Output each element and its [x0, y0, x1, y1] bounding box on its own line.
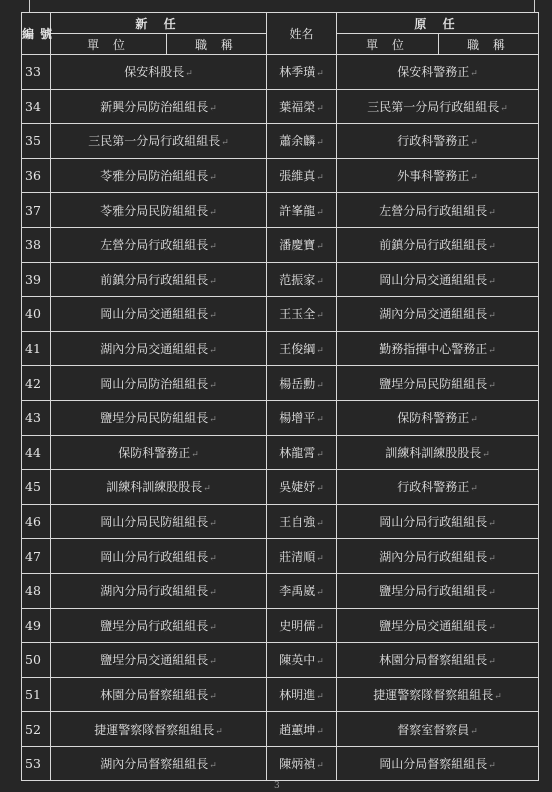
new-post-cell: [51, 712, 267, 747]
new-post-cell: [51, 573, 267, 608]
row-number-text: 52: [25, 721, 41, 737]
new-post-cell: [51, 158, 267, 193]
new-post-cell-text: 捷運警察隊督察組組長: [94, 722, 215, 737]
table-row: [22, 608, 539, 643]
name-cell: [267, 366, 337, 401]
paragraph-mark-icon: ↵: [488, 346, 496, 357]
name-cell: [267, 89, 337, 124]
paragraph-mark-icon: ↵: [191, 449, 199, 460]
paragraph-mark-icon: ↵: [316, 311, 324, 322]
name-cell-text: 王玉全: [279, 307, 316, 322]
new-post-cell: [51, 366, 267, 401]
row-number-text: 33: [25, 64, 41, 80]
paragraph-mark-icon: ↵: [488, 657, 496, 668]
paragraph-mark-icon: ↵: [209, 173, 217, 184]
paragraph-mark-icon: ↵: [209, 311, 217, 322]
new-post-cell-text: 保安科股長: [124, 65, 185, 80]
paragraph-mark-icon: ↵: [488, 622, 496, 633]
paragraph-mark-icon: ↵: [316, 138, 324, 149]
name-cell: [267, 435, 337, 470]
old-post-cell: [337, 643, 539, 678]
paragraph-mark-icon: ↵: [209, 657, 217, 668]
new-post-cell: [51, 400, 267, 435]
name-cell-text: 吳婕妤: [279, 480, 316, 495]
paragraph-mark-icon: ↵: [316, 276, 324, 287]
old-post-cell: [337, 262, 539, 297]
paragraph-mark-icon: ↵: [209, 588, 217, 599]
name-cell: [267, 262, 337, 297]
paragraph-mark-icon: ↵: [316, 173, 324, 184]
row-number: [22, 158, 51, 193]
paragraph-mark-icon: ↵: [316, 622, 324, 633]
row-number-text: 41: [25, 341, 41, 357]
paragraph-mark-icon: ↵: [488, 588, 496, 599]
page-border-right: [534, 0, 535, 12]
old-post-cell-text: 湖內分局行政組組長: [379, 549, 488, 564]
paragraph-mark-icon: ↵: [494, 691, 502, 702]
row-number-text: 50: [25, 652, 41, 668]
paragraph-mark-icon: ↵: [209, 761, 217, 772]
new-post-cell: [51, 608, 267, 643]
old-post-cell-text: 三民第一分局行政組組長: [367, 99, 500, 114]
paragraph-mark-icon: ↵: [316, 207, 324, 218]
row-number-text: 42: [25, 375, 41, 391]
old-post-cell-text: 岡山分局督察組組長: [379, 757, 488, 772]
table-row: [22, 539, 539, 574]
old-post-cell: [337, 608, 539, 643]
row-number-text: 37: [25, 202, 41, 218]
row-number: [22, 643, 51, 678]
number-header: 編號: [22, 13, 51, 55]
name-cell-text: 陳英中: [279, 653, 316, 668]
row-number: [22, 677, 51, 712]
new-post-cell-text: 岡山分局民防組組長: [100, 515, 209, 530]
row-number: [22, 400, 51, 435]
paragraph-mark-icon: ↵: [203, 484, 211, 495]
name-cell-text: 林季璜: [279, 65, 316, 80]
paragraph-mark-icon: ↵: [209, 346, 217, 357]
name-cell-text: 許峯龍: [279, 203, 316, 218]
paragraph-mark-icon: ↵: [316, 484, 324, 495]
table-row: [22, 677, 539, 712]
name-cell: [267, 504, 337, 539]
name-cell: [267, 331, 337, 366]
row-number: [22, 504, 51, 539]
paragraph-mark-icon: ↵: [482, 449, 490, 460]
paragraph-mark-icon: ↵: [209, 415, 217, 426]
name-cell-text: 王俊綱: [279, 342, 316, 357]
old-title-header: 職 稱: [439, 34, 539, 55]
row-number: [22, 297, 51, 332]
old-post-cell: [337, 573, 539, 608]
paragraph-mark-icon: ↵: [209, 553, 217, 564]
old-post-cell: [337, 331, 539, 366]
table-row: [22, 158, 539, 193]
paragraph-mark-icon: ↵: [209, 519, 217, 530]
page-number: 3: [274, 781, 280, 791]
old-unit-header: 單 位: [337, 34, 439, 55]
old-post-cell: [337, 746, 539, 781]
new-post-cell: [51, 124, 267, 159]
old-post-cell: [337, 435, 539, 470]
table-row: [22, 262, 539, 297]
row-number: [22, 193, 51, 228]
new-post-cell: [51, 539, 267, 574]
old-post-cell-text: 林園分局督察組組長: [379, 653, 488, 668]
old-post-cell-text: 鹽埕分局交通組組長: [379, 618, 488, 633]
new-post-cell: [51, 262, 267, 297]
paragraph-mark-icon: ↵: [316, 103, 324, 114]
new-post-cell: [51, 504, 267, 539]
row-number: [22, 124, 51, 159]
new-post-cell-text: 前鎮分局行政組組長: [100, 272, 209, 287]
old-post-cell-text: 鹽埕分局民防組組長: [379, 376, 488, 391]
new-post-cell: [51, 193, 267, 228]
old-post-cell-text: 岡山分局交通組組長: [379, 272, 488, 287]
name-cell-text: 楊增平: [279, 411, 316, 426]
name-cell-text: 莊清順: [279, 549, 316, 564]
new-post-cell: [51, 677, 267, 712]
old-post-cell-text: 外事科警務正: [397, 169, 470, 184]
name-cell-text: 王自強: [279, 515, 316, 530]
row-number: [22, 89, 51, 124]
old-post-cell-text: 勤務指揮中心警務正: [379, 342, 488, 357]
paragraph-mark-icon: ↵: [316, 415, 324, 426]
row-number: [22, 227, 51, 262]
row-number: [22, 262, 51, 297]
paragraph-mark-icon: ↵: [215, 726, 223, 737]
name-cell-text: 李禹崴: [279, 584, 316, 599]
new-post-cell-text: 岡山分局防治組組長: [100, 376, 209, 391]
table-body: [22, 55, 539, 781]
name-cell: [267, 643, 337, 678]
old-post-cell-text: 保安科警務正: [397, 65, 470, 80]
page-border-left: [29, 0, 30, 12]
old-post-cell: [337, 470, 539, 505]
name-cell-text: 張維真: [279, 169, 316, 184]
old-post-cell: [337, 539, 539, 574]
new-post-cell: [51, 227, 267, 262]
name-cell: [267, 677, 337, 712]
new-post-cell-text: 三民第一分局行政組組長: [88, 134, 221, 149]
table-row: [22, 712, 539, 747]
name-cell: [267, 539, 337, 574]
table-row: [22, 227, 539, 262]
old-post-cell: [337, 89, 539, 124]
old-post-cell: [337, 504, 539, 539]
name-cell: [267, 124, 337, 159]
name-cell-text: 范振家: [279, 272, 316, 287]
name-cell-text: 潘慶寶: [279, 238, 316, 253]
name-cell-text: 林龍霄: [279, 445, 316, 460]
row-number-text: 40: [25, 306, 41, 322]
row-number: [22, 470, 51, 505]
new-post-cell-text: 林園分局督察組組長: [100, 687, 209, 702]
name-cell: [267, 193, 337, 228]
old-post-cell-text: 督察室督察員: [397, 722, 470, 737]
paragraph-mark-icon: ↵: [316, 449, 324, 460]
row-number: [22, 55, 51, 90]
old-post-cell-text: 訓練科訓練股股長: [385, 445, 482, 460]
table-row: [22, 297, 539, 332]
table-row: [22, 435, 539, 470]
name-cell: [267, 158, 337, 193]
name-cell: [267, 608, 337, 643]
header-row-1: [22, 13, 539, 34]
paragraph-mark-icon: ↵: [209, 622, 217, 633]
row-number-text: 51: [25, 686, 41, 702]
name-cell: [267, 400, 337, 435]
name-cell: [267, 746, 337, 781]
name-cell: [267, 297, 337, 332]
paragraph-mark-icon: ↵: [470, 484, 478, 495]
new-post-cell-text: 鹽埕分局民防組組長: [100, 411, 209, 426]
row-number-text: 45: [25, 479, 41, 495]
old-post-cell: [337, 297, 539, 332]
table-row: [22, 746, 539, 781]
name-cell-text: 陳炳禎: [279, 757, 316, 772]
paragraph-mark-icon: ↵: [488, 761, 496, 772]
new-post-cell-text: 苓雅分局防治組組長: [100, 169, 209, 184]
name-cell: [267, 712, 337, 747]
paragraph-mark-icon: ↵: [185, 69, 193, 80]
old-post-cell: [337, 124, 539, 159]
table-row: [22, 124, 539, 159]
new-title-header: 職 稱: [167, 34, 267, 55]
new-unit-header: 單 位: [51, 34, 167, 55]
paragraph-mark-icon: ↵: [488, 311, 496, 322]
table-row: [22, 573, 539, 608]
new-post-cell-text: 湖內分局督察組組長: [100, 757, 209, 772]
paragraph-mark-icon: ↵: [316, 69, 324, 80]
paragraph-mark-icon: ↵: [488, 242, 496, 253]
row-number-text: 53: [25, 756, 41, 772]
paragraph-mark-icon: ↵: [209, 276, 217, 287]
row-number: [22, 366, 51, 401]
new-post-cell-text: 湖內分局行政組組長: [100, 584, 209, 599]
name-cell-text: 趙蕙坤: [279, 722, 316, 737]
paragraph-mark-icon: ↵: [209, 380, 217, 391]
row-number-text: 44: [25, 444, 41, 460]
new-post-cell: [51, 643, 267, 678]
old-post-cell: [337, 677, 539, 712]
new-post-cell-text: 鹽埕分局交通組組長: [100, 653, 209, 668]
old-post-cell: [337, 55, 539, 90]
new-post-header: 新 任: [51, 13, 267, 34]
paragraph-mark-icon: ↵: [209, 103, 217, 114]
old-post-cell: [337, 366, 539, 401]
row-number-text: 43: [25, 410, 41, 426]
new-post-cell-text: 左營分局行政組組長: [100, 238, 209, 253]
paragraph-mark-icon: ↵: [316, 519, 324, 530]
paragraph-mark-icon: ↵: [209, 207, 217, 218]
row-number-text: 49: [25, 617, 41, 633]
new-post-cell: [51, 297, 267, 332]
paragraph-mark-icon: ↵: [470, 138, 478, 149]
old-post-cell-text: 左營分局行政組組長: [379, 203, 488, 218]
old-post-header: 原 任: [337, 13, 539, 34]
row-number-text: 47: [25, 548, 41, 564]
paragraph-mark-icon: ↵: [316, 588, 324, 599]
row-number: [22, 573, 51, 608]
row-number-text: 36: [25, 168, 41, 184]
old-post-cell-text: 捷運警察隊督察組組長: [373, 687, 494, 702]
new-post-cell-text: 苓雅分局民防組組長: [100, 203, 209, 218]
old-post-cell: [337, 227, 539, 262]
paragraph-mark-icon: ↵: [470, 415, 478, 426]
paragraph-mark-icon: ↵: [470, 69, 478, 80]
table-row: [22, 470, 539, 505]
paragraph-mark-icon: ↵: [488, 207, 496, 218]
paragraph-mark-icon: ↵: [470, 173, 478, 184]
paragraph-mark-icon: ↵: [209, 242, 217, 253]
row-number-text: 35: [25, 133, 41, 149]
name-cell-text: 楊岳勳: [279, 376, 316, 391]
old-post-cell-text: 岡山分局行政組組長: [379, 515, 488, 530]
name-cell-text: 蕭余麟: [279, 134, 316, 149]
row-number-text: 46: [25, 514, 41, 530]
old-post-cell: [337, 712, 539, 747]
old-post-cell-text: 保防科警務正: [397, 411, 470, 426]
name-header: 姓名: [267, 13, 337, 55]
paragraph-mark-icon: ↵: [316, 761, 324, 772]
table-row: [22, 643, 539, 678]
table-row: [22, 193, 539, 228]
paragraph-mark-icon: ↵: [316, 553, 324, 564]
paragraph-mark-icon: ↵: [316, 691, 324, 702]
paragraph-mark-icon: ↵: [316, 726, 324, 737]
table-row: [22, 55, 539, 90]
table-row: [22, 89, 539, 124]
row-number: [22, 331, 51, 366]
row-number: [22, 712, 51, 747]
old-post-cell-text: 鹽埕分局行政組組長: [379, 584, 488, 599]
row-number: [22, 435, 51, 470]
new-post-cell: [51, 89, 267, 124]
name-cell-text: 林明進: [279, 687, 316, 702]
paragraph-mark-icon: ↵: [488, 519, 496, 530]
old-post-cell-text: 湖內分局交通組組長: [379, 307, 488, 322]
name-cell: [267, 227, 337, 262]
new-post-cell-text: 訓練科訓練股股長: [106, 480, 203, 495]
row-number-text: 38: [25, 237, 41, 253]
new-post-cell: [51, 435, 267, 470]
row-number: [22, 539, 51, 574]
old-post-cell-text: 前鎮分局行政組組長: [379, 238, 488, 253]
old-post-cell: [337, 158, 539, 193]
table-row: [22, 504, 539, 539]
paragraph-mark-icon: ↵: [500, 103, 508, 114]
paragraph-mark-icon: ↵: [209, 691, 217, 702]
new-post-cell: [51, 331, 267, 366]
paragraph-mark-icon: ↵: [221, 138, 229, 149]
personnel-table: [21, 12, 539, 781]
name-cell-text: 葉福榮: [279, 99, 316, 114]
table-row: [22, 400, 539, 435]
paragraph-mark-icon: ↵: [316, 242, 324, 253]
name-cell: [267, 470, 337, 505]
new-post-cell-text: 岡山分局行政組組長: [100, 549, 209, 564]
name-cell-text: 史明儒: [279, 618, 316, 633]
row-number: [22, 608, 51, 643]
row-number-text: 48: [25, 583, 41, 599]
new-post-cell-text: 保防科警務正: [118, 445, 191, 460]
new-post-cell: [51, 470, 267, 505]
paragraph-mark-icon: ↵: [316, 346, 324, 357]
paragraph-mark-icon: ↵: [488, 553, 496, 564]
new-post-cell-text: 新興分局防治組組長: [100, 99, 209, 114]
paragraph-mark-icon: ↵: [488, 380, 496, 391]
new-post-cell-text: 湖內分局交通組組長: [100, 342, 209, 357]
table-row: [22, 366, 539, 401]
name-cell: [267, 573, 337, 608]
paragraph-mark-icon: ↵: [316, 657, 324, 668]
new-post-cell: [51, 746, 267, 781]
row-number-text: 39: [25, 271, 41, 287]
new-post-cell: [51, 55, 267, 90]
new-post-cell-text: 岡山分局交通組組長: [100, 307, 209, 322]
paragraph-mark-icon: ↵: [470, 726, 478, 737]
name-cell: [267, 55, 337, 90]
old-post-cell-text: 行政科警務正: [397, 480, 470, 495]
old-post-cell-text: 行政科警務正: [397, 134, 470, 149]
old-post-cell: [337, 193, 539, 228]
paragraph-mark-icon: ↵: [488, 276, 496, 287]
row-number: [22, 746, 51, 781]
table-row: [22, 331, 539, 366]
new-post-cell-text: 鹽埕分局行政組組長: [100, 618, 209, 633]
paragraph-mark-icon: ↵: [316, 380, 324, 391]
row-number-text: 34: [25, 98, 41, 114]
old-post-cell: [337, 400, 539, 435]
